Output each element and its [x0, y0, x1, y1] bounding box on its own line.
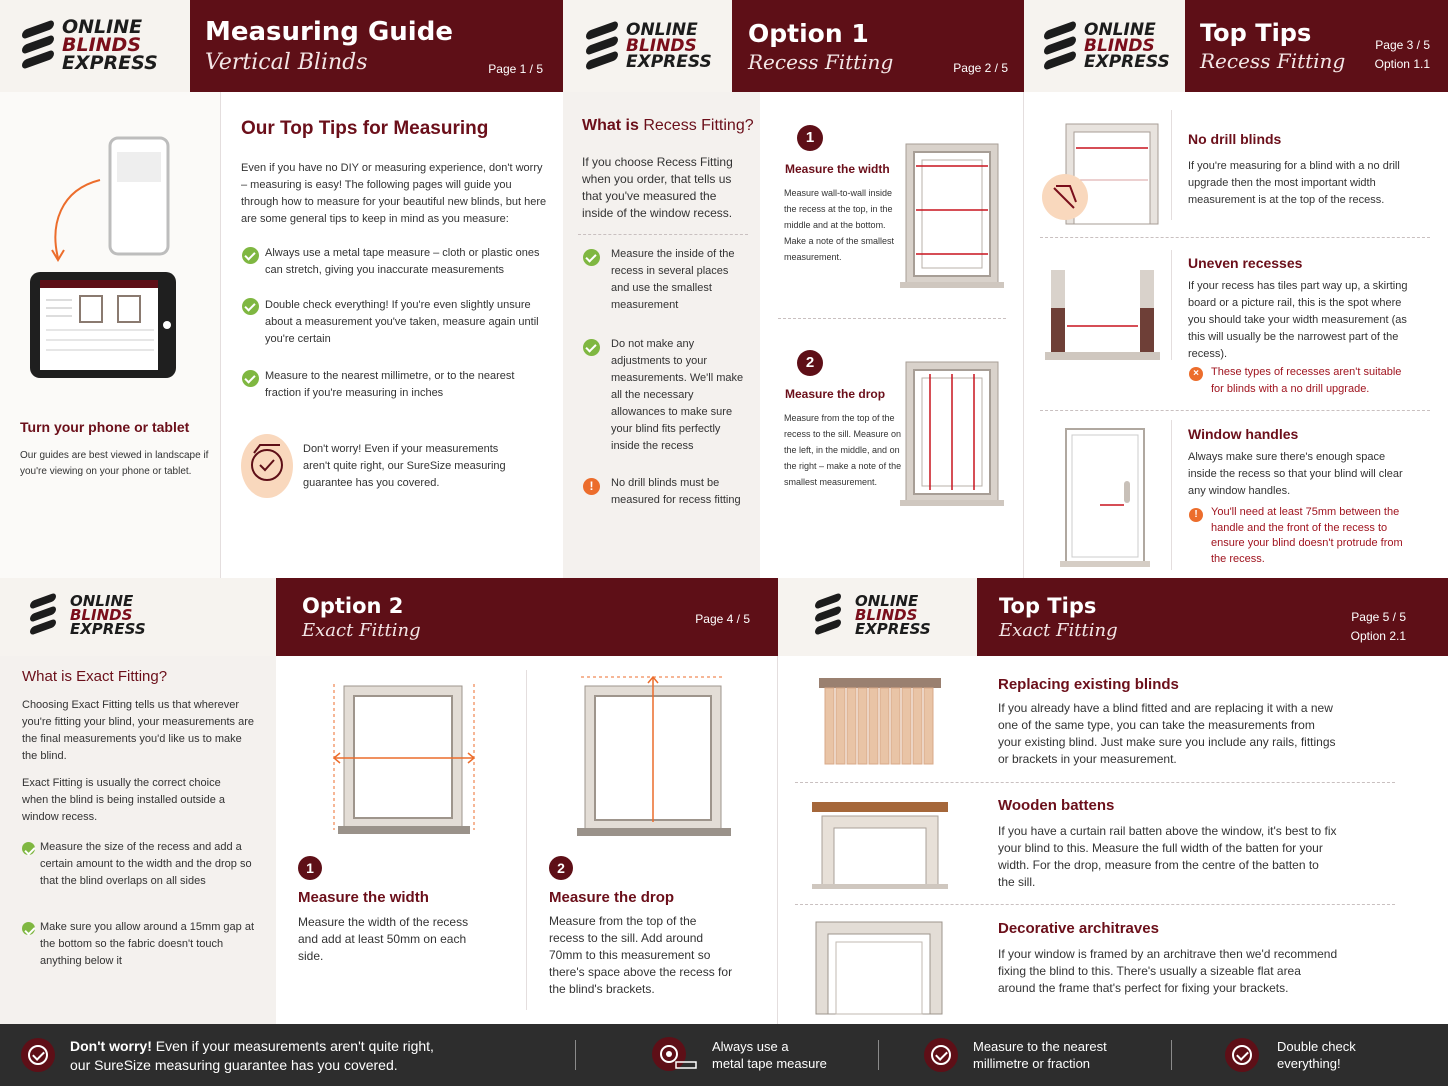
footer-text: our SureSize measuring guarantee has you covered. — [70, 1057, 398, 1073]
exact-drop-diagram — [575, 672, 735, 842]
logo-word-online: ONLINE — [626, 19, 698, 40]
divider — [1171, 1040, 1172, 1070]
page-title: Option 2 — [302, 594, 404, 618]
brand-logo — [586, 20, 712, 72]
brand-logo — [815, 592, 931, 638]
step-number-badge: 1 — [797, 125, 823, 151]
tip-title: Replacing existing blinds — [998, 676, 1179, 693]
wooden-batten-diagram — [808, 798, 953, 890]
page-title: Top Tips — [1200, 19, 1312, 47]
page-number-text: Page 3 / 5 — [1375, 38, 1430, 52]
logo-word-express: EXPRESS — [626, 52, 712, 73]
intro-text: Choosing Exact Fitting tells us that wherever you're fitting your blind, your measurements are the final measurements you'd like us to make the blind. — [22, 699, 254, 762]
check-icon — [22, 842, 35, 855]
uneven-recess-diagram — [1045, 268, 1160, 363]
divider — [795, 904, 1395, 905]
architrave-diagram — [812, 918, 947, 1016]
step-text: Measure wall-to-wall inside the recess at the top, in the middle and at the bottom. Make a note of the smallest measurement. — [784, 188, 895, 262]
check-icon — [242, 247, 259, 264]
logo-stripes-icon — [586, 20, 618, 72]
step-title: Measure the width — [785, 162, 890, 176]
warning-icon: ! — [583, 478, 600, 495]
heading-regular: Recess Fitting? — [643, 117, 754, 134]
window-handle-diagram — [1060, 425, 1150, 570]
divider — [578, 234, 748, 235]
page-number-text: Page 5 / 5 — [1351, 610, 1406, 624]
existing-blind-diagram — [815, 674, 945, 769]
logo-word-online: ONLINE — [70, 591, 134, 610]
footer-text: Always use a — [712, 1039, 789, 1054]
option-number: Option 1.1 — [1374, 57, 1430, 71]
logo-stripes-icon — [1044, 20, 1076, 72]
section-heading — [582, 117, 754, 135]
check-icon — [242, 370, 259, 387]
page-number: Page 2 / 5 — [953, 61, 1008, 75]
tip-title: No drill blinds — [1188, 131, 1282, 147]
tip-text: Always make sure there's enough space inside the recess so that your blind will clear any window handles. — [1188, 451, 1403, 497]
logo-word-blinds: BLINDS — [70, 605, 133, 624]
device-heading: Turn your phone or tablet — [20, 419, 190, 435]
logo-word-express: EXPRESS — [62, 52, 158, 75]
check-icon — [583, 249, 600, 266]
logo-stripes-icon — [30, 592, 62, 638]
logo-word-blinds: BLINDS — [62, 34, 142, 57]
divider — [795, 782, 1395, 783]
page-number — [1330, 608, 1406, 646]
divider — [526, 670, 527, 1010]
step-title: Measure the drop — [549, 889, 675, 906]
step-title: Measure the drop — [785, 387, 886, 401]
check-circle-icon — [21, 1038, 55, 1072]
brand-logo — [22, 16, 158, 75]
logo-word-blinds: BLINDS — [626, 35, 697, 56]
logo-word-blinds: BLINDS — [855, 605, 918, 624]
tip-note: You'll need at least 75mm between the handle and the front of the recess to ensure your blind doesn't protrude from the recess. — [1211, 506, 1403, 565]
recess-drop-diagram — [900, 358, 1005, 508]
tip-text: Make sure you allow around a 15mm gap at the bottom so the fabric doesn't touch anything below it — [40, 921, 255, 967]
step-number-badge: 2 — [549, 856, 573, 880]
guarantee-text: Don't worry! Even if your measurements aren't quite right, our SureSize measuring guarantee has you covered. — [303, 443, 506, 489]
tip-title: Uneven recesses — [1188, 255, 1303, 271]
divider — [777, 656, 778, 1024]
page-title: Option 1 — [748, 19, 869, 48]
footer-text: everything! — [1277, 1056, 1341, 1071]
divider — [1023, 92, 1024, 578]
tip-text: If you already have a blind fitted and are replacing it with a new one of the same type, you can take the measurements from your existing blind. Just make sure you include any rails, fittings or brackets in your measurement. — [998, 701, 1336, 766]
intro-text: Exact Fitting is usually the correct choice when the blind is being installed outside a window recess. — [22, 777, 226, 823]
divider — [778, 318, 1006, 319]
step-number-badge: 2 — [797, 350, 823, 376]
divider — [1040, 237, 1430, 238]
divider — [1171, 110, 1172, 220]
footer-tip — [712, 1038, 827, 1072]
logo-word-express: EXPRESS — [70, 620, 146, 639]
logo-stripes-icon — [815, 592, 847, 638]
tip-text: If you're measuring for a blind with a no drill upgrade then the most important width measurement is at the top of the recess. — [1188, 160, 1400, 206]
divider — [1171, 420, 1172, 570]
page-number: Page 1 / 5 — [488, 62, 543, 76]
page-title: Measuring Guide — [205, 17, 453, 47]
tip-text: If your recess has tiles part way up, a skirting board or a picture rail, this is the spot where you should take your width measurement (as this will usually be the narrowest part of the recess). — [1188, 280, 1408, 360]
cross-icon: × — [1189, 367, 1203, 381]
divider — [575, 1040, 576, 1070]
logo-word-online: ONLINE — [62, 16, 143, 38]
tip-note: These types of recesses aren't suitable for blinds with a no drill upgrade. — [1211, 366, 1402, 395]
tip-text: Measure to the nearest millimetre, or to the nearest fraction if you're measuring in inches — [265, 370, 515, 399]
tip-title: Decorative architraves — [998, 920, 1159, 937]
tip-text: If you have a curtain rail batten above the window, it's best to fix your blind to this. Measure the full width of the batten for your width. For the drop, measure from the centre of the batten to the sill. — [998, 824, 1337, 889]
footer-text: Double check — [1277, 1039, 1356, 1054]
logo-word-express: EXPRESS — [1084, 52, 1170, 73]
page-title: Top Tips — [999, 594, 1097, 618]
check-icon — [242, 298, 259, 315]
divider — [220, 92, 221, 578]
page-subtitle: Exact Fitting — [999, 620, 1118, 641]
section-heading: Our Top Tips for Measuring — [241, 118, 489, 139]
intro-text: If you choose Recess Fitting when you order, that tells us that you've measured the inside of the window recess. — [582, 155, 733, 220]
footer-tip — [1277, 1038, 1356, 1072]
logo-word-blinds: BLINDS — [1084, 35, 1155, 56]
tip-text: If your window is framed by an architrave then we'd recommend fixing the blind to this. There's usually a sizeable flat area around the frame that's perfect for fixing your brackets. — [998, 947, 1338, 995]
page-subtitle: Vertical Blinds — [205, 50, 368, 75]
page-subtitle: Exact Fitting — [302, 620, 421, 641]
tip-text: Double check everything! If you're even slightly unsure about a measurement you've taken, measure again until you're certain — [265, 299, 539, 345]
logo-word-online: ONLINE — [1084, 19, 1156, 40]
footer-guarantee — [70, 1037, 434, 1075]
device-text: Our guides are best viewed in landscape if you're viewing on your phone or tablet. — [20, 450, 209, 477]
divider — [1040, 410, 1430, 411]
option-number: Option 2.1 — [1350, 629, 1406, 643]
footer-text: millimetre or fraction — [973, 1056, 1091, 1071]
footer-tip — [973, 1038, 1107, 1072]
check-circle-icon — [924, 1038, 958, 1072]
page-number — [1350, 36, 1430, 74]
check-icon — [583, 339, 600, 356]
check-circle-icon — [1225, 1038, 1259, 1072]
footer-text: Measure to the nearest — [973, 1039, 1107, 1054]
brand-logo — [30, 592, 146, 638]
page-number: Page 4 / 5 — [695, 612, 750, 626]
page-subtitle: Recess Fitting — [748, 50, 894, 74]
section-heading: What is Exact Fitting? — [22, 668, 168, 685]
tip-title: Window handles — [1188, 426, 1299, 442]
tip-text: Do not make any adjustments to your measurements. We'll make all the necessary allowances to make sure your blind fits perfectly inside the recess — [611, 338, 744, 452]
rotate-device-illustration — [20, 130, 200, 390]
footer-bold-text: Don't worry! — [70, 1038, 152, 1054]
tip-text: Measure the inside of the recess in several places and use the smallest measurement — [611, 248, 735, 311]
tip-title: Wooden battens — [998, 797, 1115, 814]
step-text: Measure from the top of the recess to the sill. Measure on the left, in the middle, and on the right – make a note of the smallest measurement. — [784, 413, 902, 487]
tip-text: Measure the size of the recess and add a certain amount to the width and the drop so that the blind overlaps on all sides — [40, 841, 252, 887]
guarantee-tape-icon — [240, 433, 294, 499]
footer-text: metal tape measure — [712, 1056, 827, 1071]
step-number-badge: 1 — [298, 856, 322, 880]
divider — [878, 1040, 879, 1070]
warning-icon: ! — [1189, 508, 1203, 522]
no-drill-diagram — [1040, 120, 1165, 225]
logo-word-online: ONLINE — [855, 591, 919, 610]
tape-measure-icon — [652, 1036, 698, 1072]
step-text: Measure the width of the recess and add at least 50mm on each side. — [298, 915, 469, 963]
brand-logo — [1044, 20, 1170, 72]
logo-word-express: EXPRESS — [855, 620, 931, 639]
logo-stripes-icon — [22, 19, 54, 71]
tip-text: Always use a metal tape measure – cloth or plastic ones can stretch, giving you inaccurate measurements — [265, 247, 540, 276]
step-title: Measure the width — [298, 889, 429, 906]
warning-text: No drill blinds must be measured for recess fitting — [611, 477, 741, 506]
footer-text: Even if your measurements aren't quite right, — [155, 1038, 434, 1054]
check-icon — [22, 922, 35, 935]
exact-width-diagram — [330, 680, 480, 840]
step-text: Measure from the top of the recess to the sill. Add around 70mm to this measurement so there's space above the recess for the blind's brackets. — [549, 914, 733, 996]
divider — [1171, 250, 1172, 360]
page-subtitle: Recess Fitting — [1200, 49, 1346, 73]
recess-width-diagram — [900, 140, 1005, 290]
heading-bold: What is — [582, 117, 639, 134]
intro-text: Even if you have no DIY or measuring experience, don't worry – measuring is easy! The following pages will guide you through how to measure for your beautiful new blinds, but here are some general tips to keep in mind as you measure: — [241, 162, 547, 225]
